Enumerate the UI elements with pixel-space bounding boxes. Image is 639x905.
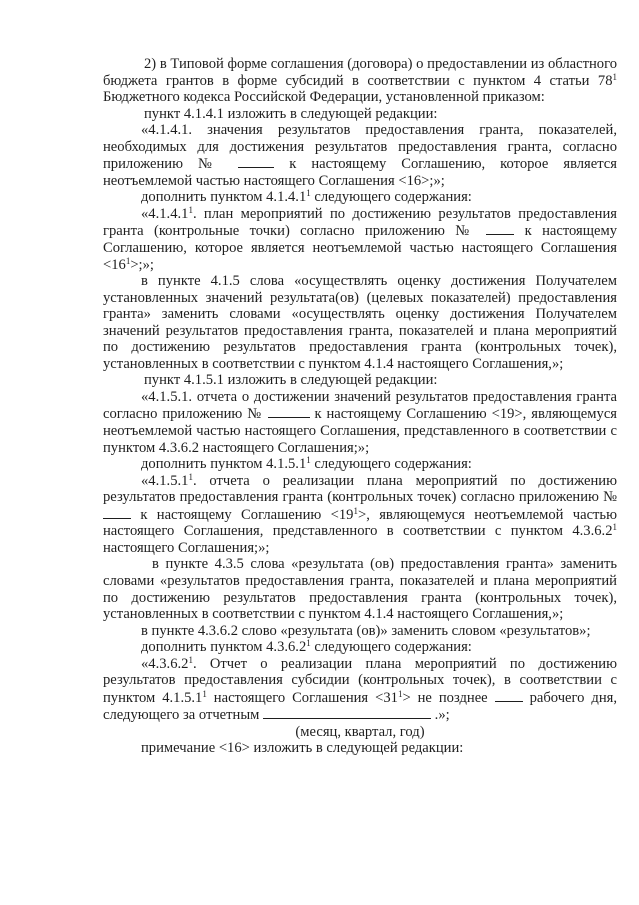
text: дополнить пунктом 4.1.4.1 [141, 189, 307, 206]
superscript: 1 [612, 71, 617, 82]
document-body [103, 56, 617, 757]
blank-line [263, 706, 431, 719]
text: «4.1.5.1. отчета о достижении значений результатов предоставления гранта согласно приложению № [103, 388, 617, 423]
text: дополнить пунктом 4.3.6.2 [141, 639, 307, 656]
text: дополнить пунктом 4.1.5.1 [141, 456, 307, 473]
text: примечание <16> изложить в следующей редакции: [141, 740, 464, 757]
text: >;»; [130, 256, 154, 273]
paragraph-4-1-5-1-1 [103, 473, 617, 557]
paragraph-add-4-1-4-1-1 [103, 189, 617, 206]
text: настоящего Соглашения <31 [206, 689, 398, 706]
superscript: 1 [306, 455, 311, 466]
superscript: 1 [125, 255, 131, 266]
paragraph-4-1-5-1 [103, 389, 617, 456]
blank-line [495, 689, 523, 702]
text: .»; [431, 707, 450, 724]
text: «4.1.4.1 [141, 205, 189, 222]
text: «4.1.4.1. значения результатов предоставления гранта, показателей, необходимых для достижения результатов предоставления гранта, согласно приложению № [103, 122, 617, 173]
text: > не позднее [402, 689, 488, 706]
text: следующего содержания: [310, 639, 472, 656]
paragraph-4-3-6-2-1 [103, 656, 617, 724]
superscript: 1 [188, 654, 193, 665]
superscript: 1 [397, 688, 403, 699]
text: к настоящему Соглашению, которое является неотъемлемой частью настоящего Соглашения <16 [103, 223, 617, 273]
text: >, являющемуся неотъемлемой частью настоящего Соглашения, представленного в соответствии с пунктом 4.3.6.2 [103, 506, 617, 540]
paragraph-4-3-6-2 [103, 623, 617, 640]
superscript: 1 [202, 688, 207, 699]
blank-line [103, 506, 131, 519]
paragraph-note-16 [103, 740, 617, 757]
blank-line [238, 155, 274, 168]
text: пункт 4.1.5.1 изложить в следующей редакции: [144, 372, 438, 389]
superscript: 1 [306, 188, 311, 199]
superscript: 1 [188, 471, 193, 482]
paragraph-4-1-5-1-header [103, 372, 617, 389]
paragraph-add-4-1-5-1-1 [103, 456, 617, 473]
text: в пункте 4.3.6.2 слово «результата (ов)» заменить словом «результатов»; [141, 622, 591, 639]
blank-line [268, 405, 310, 418]
superscript: 1 [188, 204, 193, 215]
text: следующего содержания: [310, 189, 472, 206]
superscript: 1 [353, 505, 358, 516]
text: в пункте 4.3.5 слова «результата (ов) предоставления гранта» заменить словами «результатов предоставления гранта, показателей и плана мероприятий по достижению результатов предоставления гранта (контрольных точек), установленных в соответствии с пунктом 4.1.4 настоящего Соглашения,»; [103, 556, 617, 623]
text: «4.1.5.1 [141, 472, 189, 489]
blank-caption [103, 724, 617, 741]
text: к настоящему Соглашению, которое является неотъемлемой частью настоящего Соглашения <16>;»; [103, 156, 617, 189]
text: Бюджетного кодекса Российской Федерации, установленной приказом: [103, 89, 545, 106]
text: следующего содержания: [310, 456, 472, 473]
text: пункт 4.1.4.1 изложить в следующей редакции: [144, 105, 438, 122]
text: к настоящему Соглашению <19 [131, 506, 354, 523]
superscript: 1 [612, 522, 617, 533]
text: «4.3.6.2 [141, 655, 189, 672]
paragraph-4-1-5 [103, 273, 617, 372]
paragraph-add-4-3-6-2-1 [103, 639, 617, 656]
text: . план мероприятий по достижению результатов предоставления гранта (контрольные точки) согласно приложению № [103, 205, 617, 240]
text: 2) в Типовой форме соглашения (договора) о предоставлении из областного бюджета грантов в форме субсидий в соответствии с пунктом 4 статьи 78 [103, 56, 617, 89]
text: в пункте 4.1.5 слова «осуществлять оценку достижения Получателем установленных значений результата(ов) (целевых показателей) предоставления гранта» заменить словами «осуществлять оценку достижения Получателем значений результатов предоставления гранта, показателей и плана мероприятий по достижению результатов предоставления гранта (контрольных точек), установленных в соответствии с пунктом 4.1.4 настоящего Соглашения,»; [103, 273, 617, 372]
paragraph-4-3-5 [103, 556, 617, 622]
text: настоящего Соглашения;»; [103, 539, 270, 556]
text: . Отчет о реализации плана мероприятий по достижению результатов предоставления субсидии (контрольных точек), в соответствии с пунктом 4.1.5.1 [103, 655, 617, 706]
text: рабочего дня, следующего за отчетным [103, 689, 617, 724]
text: . отчета о реализации плана мероприятий по достижению результатов предоставления гранта (контрольных точек) согласно приложению № [103, 472, 617, 506]
paragraph-amendment-2 [103, 56, 617, 106]
paragraph-4-1-4-1-1 [103, 206, 617, 273]
text: к настоящему Соглашению <19>, являющемуся неотъемлемой частью настоящего Соглашения, представленного в соответствии с пунктом 4.3.6.2 настоящего Соглашения;»; [103, 406, 618, 456]
paragraph-4-1-4-1-header [103, 106, 617, 123]
text: (месяц, квартал, год) [295, 723, 425, 740]
superscript: 1 [306, 638, 311, 649]
blank-line [486, 222, 514, 235]
paragraph-4-1-4-1 [103, 122, 617, 189]
